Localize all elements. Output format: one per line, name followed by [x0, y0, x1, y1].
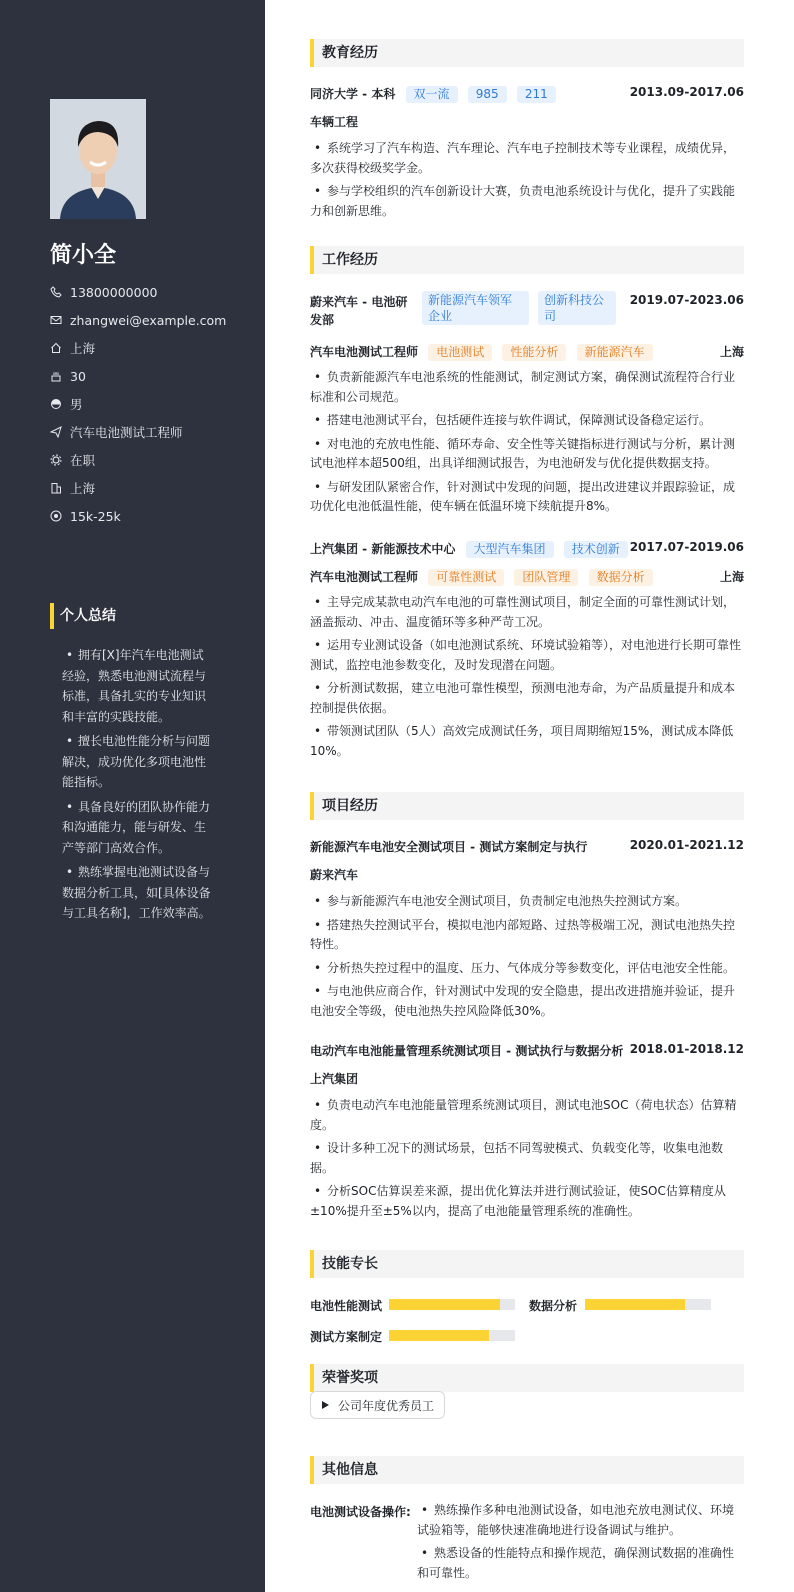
summary-list: [62, 645, 214, 928]
job-item: • 对电池的充放电性能、循环寿命、安全性等关键指标进行测试与分析，累计测试电池样本超500组，出具详细测试报告，为电池研发与优化提供数据支持。: [310, 435, 744, 474]
project-period: 2018.01-2018.12: [629, 1042, 744, 1056]
phone-row: [50, 278, 226, 306]
education-header: [310, 85, 744, 103]
play-icon: [321, 1400, 330, 1410]
job-role: 汽车电池测试工程师: [310, 345, 419, 359]
work-heading: 工作经历: [310, 246, 744, 274]
project-org: 蔚来汽车: [310, 868, 359, 882]
status-row: [50, 446, 226, 474]
company-tag-line: 司: [544, 309, 557, 323]
role-tag: 新能源汽车: [577, 344, 653, 361]
summary-item: • 擅长电池性能分析与问题解决，成功优化多项电池性能指标。: [62, 731, 214, 793]
skill-name: 测试方案制定: [310, 1330, 383, 1344]
summary-item: • 具备良好的团队协作能力和沟通能力，能与研发、生产等部门高效合作。: [62, 797, 214, 859]
project-item: • 分析热失控过程中的温度、压力、气体成分等参数变化，评估电池安全性能。: [310, 959, 744, 979]
salary-text: 15k-25k: [70, 508, 121, 524]
city-row: [50, 334, 226, 362]
gender-text: 男: [70, 397, 83, 412]
job-location: 上海: [719, 345, 744, 359]
company-tag: 大型汽车集团: [466, 541, 554, 558]
summary-item: • 熟练掌握电池测试设备与数据分析工具，如[具体设备与工具名称]，工作效率高。: [62, 862, 214, 924]
education-item: • 系统学习了汽车构造、汽车理论、汽车电子控制技术等专业课程，成绩优异，多次获得校级奖学金。: [310, 139, 744, 178]
skill-bar: [389, 1299, 515, 1310]
school-tag: 双一流: [406, 86, 458, 103]
project-name: 电动汽车电池能量管理系统测试项目 - 测试执行与数据分析: [310, 1044, 624, 1058]
project-item: • 搭建热失控测试平台，模拟电池内部短路、过热等极端工况，测试电池热失控特性。: [310, 916, 744, 955]
phone-text: 13800000000: [70, 284, 158, 300]
education-period: 2013.09-2017.06: [629, 85, 744, 99]
job-period: 2017.07-2019.06: [629, 540, 744, 554]
sidebar: [0, 0, 265, 1592]
major: 车辆工程: [310, 115, 359, 129]
job-item: • 与研发团队紧密合作，针对测试中发现的问题，提出改进建议并跟踪验证，成功优化电池低温性能，使车辆在低温环境下续航提升8%。: [310, 478, 744, 517]
award-label: 公司年度优秀员工: [338, 1398, 435, 1413]
education-heading: 教育经历: [310, 39, 744, 67]
phone-icon: [50, 286, 62, 298]
summary-heading: 个人总结: [50, 603, 116, 629]
email-text: zhangwei@example.com: [70, 312, 227, 328]
job-item: • 负责新能源汽车电池系统的性能测试，制定测试方案，确保测试流程符合行业标准和公司规范。: [310, 368, 744, 407]
other-label: 电池测试设备操作:: [310, 1505, 411, 1519]
company-tag-line: 企业: [428, 309, 453, 323]
role-tag: 性能分析: [502, 344, 566, 361]
job-location: 上海: [719, 570, 744, 584]
skill-bar-fill: [585, 1299, 685, 1310]
project-list: [310, 892, 744, 1025]
job-role-row: [310, 343, 744, 361]
company-tag-line: 新能源汽车领军: [428, 293, 513, 307]
school-tag: 985: [468, 86, 507, 103]
project-period: 2020.01-2021.12: [629, 838, 744, 852]
candidate-name: 简小全: [50, 243, 117, 268]
project-item: • 分析SOC估算误差来源，提出优化算法并进行测试验证，使SOC估算精度从±10%提升至±5%以内，提高了电池能量管理系统的准确性。: [310, 1182, 744, 1221]
job-item: • 搭建电池测试平台，包括硬件连接与软件调试，保障测试设备稳定运行。: [310, 411, 744, 431]
other-item: • 熟悉设备的性能特点和操作规范，确保测试数据的准确性和可靠性。: [417, 1544, 744, 1583]
school-tag: 211: [517, 86, 556, 103]
job-list: [310, 368, 744, 521]
target-city-row: [50, 474, 226, 502]
company-tag: 技术创新: [564, 541, 628, 558]
skill-name: 电池性能测试: [310, 1299, 383, 1313]
project-list: [310, 1096, 744, 1225]
city-text: 上海: [70, 341, 96, 356]
project-item: • 与电池供应商合作，针对测试中发现的安全隐患，提出改进措施并验证，提升电池安全等级，使电池热失控风险降低30%。: [310, 982, 744, 1021]
skill-bar-fill: [389, 1330, 489, 1341]
home-icon: [50, 342, 62, 354]
send-icon: [50, 426, 62, 438]
company-name-cont: 发部: [310, 313, 335, 327]
skill-bar: [389, 1330, 515, 1341]
mail-icon: [50, 314, 62, 326]
job-item: • 主导完成某款电动汽车电池的可靠性测试项目，制定全面的可靠性测试计划，涵盖振动、冲击、温度循环等多种严苛工况。: [310, 593, 744, 632]
company-tag: [538, 291, 616, 325]
skill-name: 数据分析: [529, 1299, 578, 1313]
building-icon: [50, 482, 62, 494]
skill-bar: [585, 1299, 711, 1310]
role-tag: 可靠性测试: [428, 569, 504, 586]
gender-icon: [50, 398, 62, 410]
project-item: • 设计多种工况下的测试场景，包括不同驾驶模式、负载变化等，收集电池数据。: [310, 1139, 744, 1178]
job-item: • 带领测试团队（5人）高效完成测试任务，项目周期缩短15%，测试成本降低10%。: [310, 722, 744, 761]
role-tag: 数据分析: [589, 569, 653, 586]
role-tag: 团队管理: [514, 569, 578, 586]
target-city-text: 上海: [70, 481, 96, 496]
project-header: [310, 838, 744, 855]
project-item: • 负责电动汽车电池能量管理系统测试项目，测试电池SOC（荷电状态）估算精度。: [310, 1096, 744, 1135]
skill-bar-fill: [389, 1299, 500, 1310]
contact-info: [50, 278, 226, 530]
status-gear-icon: [50, 454, 62, 466]
other-item: • 熟练操作多种电池测试设备，如电池充放电测试仪、环境试验箱等，能够快速准确地进行设备调试与维护。: [417, 1501, 744, 1540]
award-item[interactable]: [310, 1391, 445, 1419]
job-item: • 分析测试数据，建立电池可靠性模型，预测电池寿命，为产品质量提升和成本控制提供依据。: [310, 679, 744, 718]
honors-heading: 荣誉奖项: [310, 1364, 744, 1392]
project-item: • 参与新能源汽车电池安全测试项目，负责制定电池热失控测试方案。: [310, 892, 744, 912]
position-row: [50, 418, 226, 446]
role-tag: 电池测试: [428, 344, 492, 361]
salary-row: [50, 502, 226, 530]
job-role: 汽车电池测试工程师: [310, 570, 419, 584]
project-header: [310, 1042, 744, 1059]
job-item: • 运用专业测试设备（如电池测试系统、环境试验箱等），对电池进行长期可靠性测试，监控电池参数变化，及时发现潜在问题。: [310, 636, 744, 675]
project-org: 上汽集团: [310, 1072, 359, 1086]
salary-icon: [50, 510, 62, 522]
job-header: [310, 540, 744, 558]
job-period: 2019.07-2023.06: [629, 293, 744, 307]
other-heading: 其他信息: [310, 1456, 744, 1484]
company-name: 蔚来汽车 - 电池研: [310, 295, 408, 309]
age-text: 30: [70, 368, 86, 384]
job-list: [310, 593, 744, 765]
company-tag: [422, 291, 529, 325]
company-name: 上汽集团 - 新能源技术中心: [310, 542, 456, 556]
summary-item: • 拥有[X]年汽车电池测试经验，熟悉电池测试流程与标准，具备扎实的专业知识和丰富的实践技能。: [62, 645, 214, 727]
age-row: [50, 362, 226, 390]
project-name: 新能源汽车电池安全测试项目 - 测试方案制定与执行: [310, 840, 588, 854]
projects-heading: 项目经历: [310, 792, 744, 820]
school-name: 同济大学 - 本科: [310, 87, 396, 101]
other-list: [417, 1501, 744, 1587]
gender-row: [50, 390, 226, 418]
email-row: [50, 306, 226, 334]
education-item: • 参与学校组织的汽车创新设计大赛，负责电池系统设计与优化，提升了实践能力和创新思维。: [310, 182, 744, 221]
education-list: [310, 139, 744, 225]
avatar: [50, 99, 146, 219]
company-tag-line: 创新科技公: [544, 293, 605, 307]
status-text: 在职: [70, 453, 96, 468]
job-role-row: [310, 568, 744, 586]
position-text: 汽车电池测试工程师: [70, 425, 183, 440]
cake-icon: [50, 370, 62, 382]
skills-heading: 技能专长: [310, 1250, 744, 1278]
